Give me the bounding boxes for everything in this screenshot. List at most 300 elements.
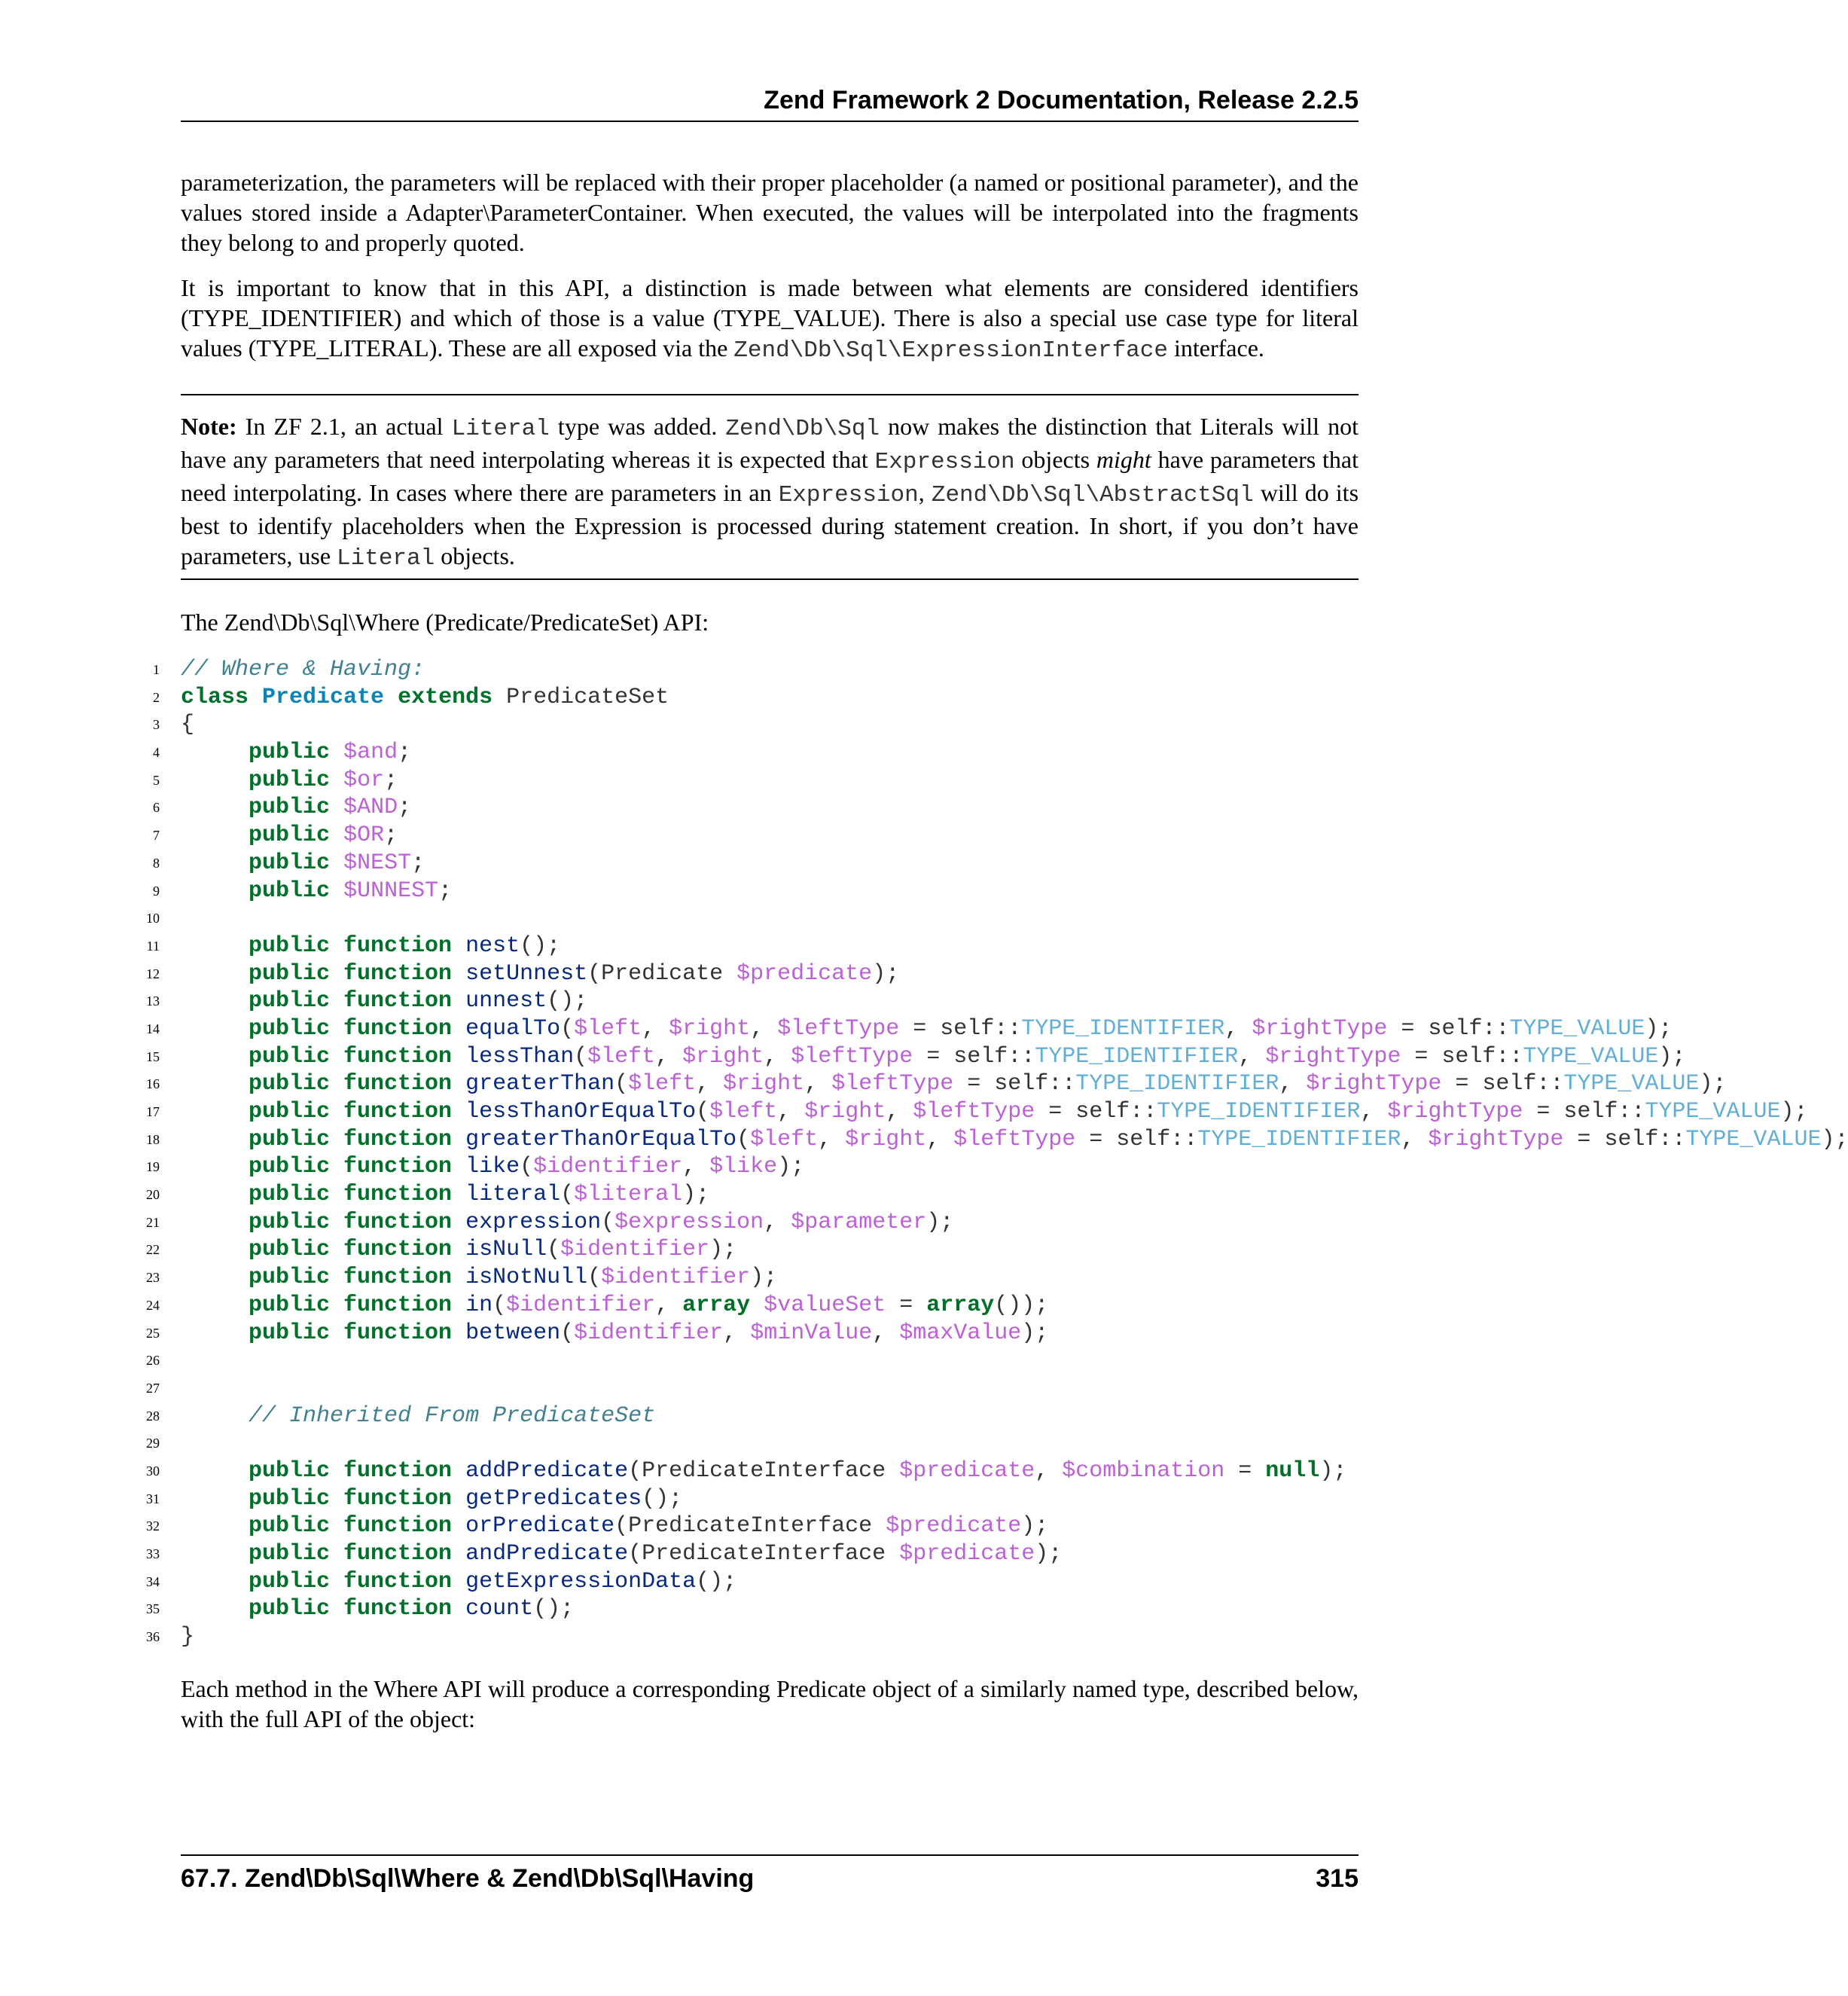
code-line <box>146 1292 1542 1320</box>
code-token: $right <box>682 1043 764 1070</box>
paragraph-where-api: Each method in the Where API will produce a corresponding Predicate object of a similarly named type, described below, with the full API of the object: <box>181 1675 1359 1732</box>
code-token <box>330 850 343 876</box>
code-token: , <box>655 1043 683 1070</box>
code-line <box>146 932 1542 960</box>
code-line <box>146 905 1542 932</box>
code-token: nest <box>465 932 520 959</box>
code-token: ); <box>709 1237 737 1263</box>
note-box <box>181 411 1359 574</box>
code-token: = self:: <box>1523 1099 1645 1125</box>
code-token: array <box>926 1292 995 1318</box>
line-number: 15 <box>146 1048 160 1064</box>
code-token: public <box>249 795 331 821</box>
line-number: 24 <box>146 1297 160 1313</box>
line-number: 23 <box>146 1270 160 1286</box>
code-token: public <box>249 767 331 793</box>
code-token <box>452 1237 465 1262</box>
code-token <box>330 795 343 820</box>
code-token: (); <box>547 988 588 1015</box>
code-token: ); <box>777 1154 805 1180</box>
code-token: // Where & Having: <box>181 657 425 682</box>
line-number: 4 <box>153 745 160 761</box>
footer-section: 67.7. Zend\Db\Sql\Where & Zend\Db\Sql\Having <box>181 1864 755 1893</box>
code-token: public <box>249 740 331 766</box>
code-line <box>146 1540 1542 1568</box>
code-token: , <box>682 1154 710 1180</box>
code-token: TYPE_IDENTIFIER <box>1035 1043 1239 1070</box>
code-token: (); <box>696 1568 737 1595</box>
code-token: public <box>249 823 331 849</box>
running-footer <box>181 1854 1359 1901</box>
code-token: { <box>181 712 195 738</box>
code-token <box>452 1154 465 1180</box>
code-token <box>181 1458 249 1484</box>
code-token: ( <box>492 1292 507 1318</box>
code-token: = self:: <box>1441 1071 1564 1097</box>
line-number: 17 <box>146 1104 160 1119</box>
note-text: will do its best to identify placeholders when the Expression is processed during statement creation. In short, if you don’t have parameters, use <box>181 479 1359 569</box>
paragraph-parameterization: parameterization, the parameters will be replaced with their proper placeholder (a named or positional parameter), and the values stored inside a Adapter\ParameterContainer. When executed, the values will be interpolated into the fragments they belong to and properly quoted. <box>181 169 1359 256</box>
code-token: ( <box>520 1154 534 1180</box>
code-token: ); <box>1780 1099 1808 1125</box>
code-token: unnest <box>465 988 547 1015</box>
code-line <box>146 1320 1542 1347</box>
line-number: 28 <box>146 1408 160 1424</box>
code-line <box>146 1568 1542 1596</box>
code-token <box>452 1569 465 1595</box>
code-token: public function <box>249 1596 453 1622</box>
code-line <box>146 1236 1542 1264</box>
code-token: public function <box>249 1126 453 1152</box>
code-token: addPredicate <box>465 1457 629 1484</box>
code-token: ); <box>1021 1513 1049 1540</box>
code-token: , <box>750 1015 778 1042</box>
code-token: $rightType <box>1265 1043 1401 1070</box>
code-token: public function <box>249 1541 453 1567</box>
code-token: = self:: <box>913 1043 1035 1070</box>
code-token: TYPE_IDENTIFIER <box>1075 1071 1279 1097</box>
code-line <box>153 822 1542 850</box>
inline-code: Zend\Db\Sql <box>725 416 880 442</box>
inline-code: Expression <box>874 449 1015 475</box>
line-number: 9 <box>153 883 160 899</box>
code-token: ); <box>1319 1457 1347 1484</box>
note-text: now makes the distinction that Literals will not have any parameters that need interpolating whereas it is expected that <box>181 413 1359 473</box>
code-line <box>153 877 1542 905</box>
code-token: public function <box>249 1043 453 1070</box>
code-token: , <box>642 1015 669 1042</box>
line-number: 21 <box>146 1214 160 1230</box>
code-token: = self:: <box>1401 1043 1523 1070</box>
paragraph-tail: interface. <box>1167 334 1264 362</box>
code-token <box>330 740 343 765</box>
code-token: , <box>872 1320 900 1346</box>
line-number: 22 <box>146 1242 160 1258</box>
code-token <box>452 988 465 1014</box>
code-line <box>146 987 1542 1015</box>
code-line <box>146 1153 1542 1181</box>
line-number: 7 <box>153 828 160 844</box>
code-token: ( <box>560 1182 575 1208</box>
line-number: 25 <box>146 1325 160 1341</box>
code-token <box>452 1458 465 1484</box>
code-token: ); <box>872 960 900 987</box>
code-token: ); <box>1821 1126 1848 1152</box>
line-number: 16 <box>146 1076 160 1092</box>
line-number: 27 <box>146 1380 160 1396</box>
code-token <box>181 795 249 820</box>
code-token: , <box>1224 1015 1252 1042</box>
code-token: TYPE_IDENTIFIER <box>1197 1126 1401 1152</box>
code-token: $left <box>750 1126 819 1152</box>
code-token: setUnnest <box>465 960 588 987</box>
code-token: ; <box>398 795 412 821</box>
note-emphasis: might <box>1096 446 1151 473</box>
code-token: public function <box>249 1154 453 1180</box>
code-token <box>181 1596 249 1622</box>
code-token: , <box>1238 1043 1266 1070</box>
code-token <box>452 1016 465 1042</box>
code-token <box>181 1182 249 1207</box>
code-token: , <box>655 1292 683 1318</box>
code-token: TYPE_IDENTIFIER <box>1157 1099 1361 1125</box>
code-token: $literal <box>574 1182 683 1208</box>
code-token: (); <box>642 1485 683 1512</box>
code-token: public function <box>249 1265 453 1291</box>
code-token: $identifier <box>560 1237 710 1263</box>
line-number: 29 <box>146 1436 160 1451</box>
code-token <box>330 823 343 848</box>
code-token <box>181 1320 249 1346</box>
code-token: literal <box>465 1182 561 1208</box>
note-top-rule <box>181 394 1359 395</box>
line-number: 6 <box>153 800 160 816</box>
code-token: class <box>181 684 249 710</box>
code-token: $leftType <box>791 1043 913 1070</box>
code-token: $parameter <box>791 1209 927 1235</box>
paragraph-text: It is important to know that in this API, a distinction is made between what elements are considered identifiers (TYPE_IDENTIFIER) and which of those is a value (TYPE_VALUE). There is also a special use case type for literal values (TYPE_LITERAL). These are all exposed via the <box>181 274 1359 362</box>
code-token: $left <box>628 1071 697 1097</box>
code-token: $identifier <box>506 1292 656 1318</box>
line-number: 34 <box>146 1573 160 1589</box>
line-number: 12 <box>146 966 160 981</box>
code-token: $and <box>343 740 398 766</box>
code-token: = self:: <box>1075 1126 1198 1152</box>
code-token: $right <box>804 1099 886 1125</box>
code-token: public function <box>249 1292 453 1318</box>
code-token <box>384 685 398 710</box>
code-token: TYPE_VALUE <box>1509 1015 1645 1042</box>
code-token <box>181 961 249 987</box>
code-token <box>452 1541 465 1567</box>
code-token <box>181 1293 249 1318</box>
code-token: $rightType <box>1306 1071 1442 1097</box>
code-token: $or <box>343 767 385 793</box>
code-line <box>146 1070 1727 1098</box>
code-token: , <box>1035 1457 1063 1484</box>
line-number: 20 <box>146 1187 160 1203</box>
code-line <box>146 1595 1542 1623</box>
code-token: $expression <box>614 1209 764 1235</box>
line-number: 31 <box>146 1491 160 1506</box>
code-token: ( <box>547 1237 561 1263</box>
code-token: ); <box>1035 1541 1063 1567</box>
code-token: = self:: <box>1563 1126 1686 1152</box>
code-token: = <box>886 1292 927 1318</box>
note-text: objects. <box>435 542 515 569</box>
code-token: $leftType <box>913 1099 1035 1125</box>
code-token <box>452 1596 465 1622</box>
code-token: PredicateSet <box>492 684 669 710</box>
code-token <box>181 1237 249 1262</box>
note-text: In ZF 2.1, an actual <box>236 413 452 440</box>
code-line <box>153 656 1542 684</box>
code-token: ; <box>384 767 398 793</box>
code-token <box>181 1403 249 1429</box>
code-token: TYPE_VALUE <box>1523 1043 1659 1070</box>
code-token: array <box>682 1292 751 1318</box>
code-token: , <box>777 1099 805 1125</box>
code-token: public function <box>249 1182 453 1208</box>
inline-code: Literal <box>337 545 435 572</box>
code-token: public function <box>249 1099 453 1125</box>
code-token: , <box>1360 1099 1388 1125</box>
code-token: $rightType <box>1252 1015 1388 1042</box>
code-token <box>452 1320 465 1346</box>
code-token <box>181 1071 249 1097</box>
code-token <box>330 878 343 904</box>
code-token <box>181 1127 249 1152</box>
code-token <box>181 878 249 904</box>
line-number: 8 <box>153 855 160 871</box>
code-token: ( <box>587 1265 602 1291</box>
code-line <box>153 739 1542 767</box>
code-token: public function <box>249 960 453 987</box>
code-line <box>153 850 1542 877</box>
code-token: $predicate <box>886 1513 1022 1540</box>
code-intro: The Zend\Db\Sql\Where (Predicate/PredicateSet) API: <box>181 609 709 636</box>
code-token <box>181 1513 249 1539</box>
code-line <box>146 1126 1848 1154</box>
paragraph-identifiers <box>181 273 1359 366</box>
code-token: $rightType <box>1428 1126 1564 1152</box>
code-token: $combination <box>1062 1457 1225 1484</box>
code-token: ( <box>696 1099 710 1125</box>
code-block <box>146 656 1848 1651</box>
line-number: 26 <box>146 1353 160 1369</box>
code-token: , <box>926 1126 954 1152</box>
code-token <box>181 1099 249 1125</box>
line-number: 13 <box>146 993 160 1009</box>
code-token: $left <box>587 1043 656 1070</box>
note-text: , <box>918 479 932 506</box>
code-token: , <box>723 1320 751 1346</box>
code-token: $leftType <box>953 1126 1076 1152</box>
line-number: 19 <box>146 1159 160 1175</box>
code-token: public function <box>249 1209 453 1235</box>
line-number: 30 <box>146 1463 160 1479</box>
code-line <box>146 960 1542 988</box>
code-token: lessThanOrEqualTo <box>465 1099 697 1125</box>
line-number: 18 <box>146 1131 160 1147</box>
code-token <box>181 988 249 1014</box>
inline-code: Zend\Db\Sql\AbstractSql <box>931 482 1254 508</box>
code-token: $predicate <box>736 960 873 987</box>
code-token: $leftType <box>831 1071 954 1097</box>
code-token: $right <box>845 1126 927 1152</box>
code-token: $identifier <box>533 1154 683 1180</box>
code-token <box>452 1127 465 1152</box>
page-number: 315 <box>1316 1864 1359 1893</box>
code-token: ); <box>1658 1043 1686 1070</box>
code-token: orPredicate <box>465 1513 615 1540</box>
code-token: (); <box>520 932 561 959</box>
code-token <box>181 823 249 848</box>
code-token: ( <box>736 1126 751 1152</box>
line-number: 33 <box>146 1546 160 1561</box>
code-token: public function <box>249 1237 453 1263</box>
code-token: $predicate <box>899 1541 1035 1567</box>
code-token: public function <box>249 1513 453 1540</box>
code-token: $left <box>709 1099 778 1125</box>
code-token: $like <box>709 1154 778 1180</box>
code-token <box>452 1486 465 1512</box>
code-token: (PredicateInterface <box>628 1457 900 1484</box>
code-token: public function <box>249 1320 453 1346</box>
code-token: ( <box>601 1209 615 1235</box>
code-token: (PredicateInterface <box>614 1513 886 1540</box>
line-number: 2 <box>153 689 160 705</box>
code-token: = self:: <box>1035 1099 1157 1125</box>
code-line <box>146 1098 1808 1126</box>
code-token <box>452 933 465 959</box>
code-token: ()); <box>994 1292 1049 1318</box>
code-token: // Inherited From PredicateSet <box>249 1402 656 1429</box>
code-token: $NEST <box>343 850 412 876</box>
code-token: $OR <box>343 823 385 849</box>
code-token <box>452 1099 465 1125</box>
code-token: ); <box>926 1209 954 1235</box>
code-token: in <box>465 1292 493 1318</box>
code-token: public function <box>249 1568 453 1595</box>
code-token: , <box>764 1043 791 1070</box>
code-token <box>330 768 343 793</box>
code-token: , <box>1401 1126 1429 1152</box>
code-token: public function <box>249 932 453 959</box>
code-line <box>153 711 1542 739</box>
code-token <box>452 1210 465 1235</box>
code-token: TYPE_VALUE <box>1563 1071 1700 1097</box>
code-token: ); <box>1699 1071 1727 1097</box>
code-token: ); <box>682 1182 710 1208</box>
code-token: , <box>818 1126 846 1152</box>
code-token: public function <box>249 1071 453 1097</box>
code-token <box>452 961 465 987</box>
code-token <box>452 1513 465 1539</box>
code-token: ; <box>438 877 453 904</box>
code-token: $left <box>574 1015 642 1042</box>
code-line <box>146 1347 1542 1375</box>
code-line <box>146 1623 1542 1651</box>
inline-code: Expression <box>778 482 919 508</box>
inline-code: Literal <box>451 416 550 442</box>
code-token <box>181 1486 249 1512</box>
code-token: lessThan <box>465 1043 575 1070</box>
code-line <box>153 767 1542 795</box>
code-token: (PredicateInterface <box>628 1541 900 1567</box>
code-token: TYPE_IDENTIFIER <box>1021 1015 1225 1042</box>
code-token: $identifier <box>574 1320 724 1346</box>
code-token: ( <box>614 1071 629 1097</box>
code-token: getExpressionData <box>465 1568 697 1595</box>
code-token: public function <box>249 1015 453 1042</box>
code-token: $right <box>669 1015 751 1042</box>
code-token: public function <box>249 1485 453 1512</box>
code-line <box>146 1043 1686 1071</box>
code-token: Predicate <box>262 684 385 710</box>
code-token: $UNNEST <box>343 877 439 904</box>
code-token: greaterThan <box>465 1071 615 1097</box>
inline-code: Zend\Db\Sql\ExpressionInterface <box>733 337 1168 364</box>
line-number: 1 <box>153 662 160 677</box>
code-token: $maxValue <box>899 1320 1022 1346</box>
code-token: ( <box>574 1043 588 1070</box>
code-token: ( <box>560 1320 575 1346</box>
code-token: $right <box>723 1071 805 1097</box>
code-token: public function <box>249 988 453 1015</box>
code-token <box>452 1265 465 1290</box>
running-header: Zend Framework 2 Documentation, Release 2.2.5 <box>181 81 1359 122</box>
note-label: Note: <box>181 413 237 440</box>
line-number: 10 <box>146 911 160 926</box>
line-number: 36 <box>146 1629 160 1645</box>
code-token <box>452 1182 465 1207</box>
code-token: = self:: <box>899 1015 1022 1042</box>
code-token: public <box>249 877 331 904</box>
code-token <box>181 1265 249 1290</box>
code-line <box>146 1209 1542 1237</box>
code-token: expression <box>465 1209 602 1235</box>
code-token: ; <box>384 823 398 849</box>
code-token: } <box>181 1624 195 1650</box>
code-token: = <box>1224 1457 1266 1484</box>
code-token: (Predicate <box>587 960 737 987</box>
code-token: , <box>696 1071 724 1097</box>
code-token <box>181 1541 249 1567</box>
code-line <box>146 1181 1542 1209</box>
code-token: isNotNull <box>465 1265 588 1291</box>
code-token <box>181 850 249 876</box>
code-line <box>146 1512 1542 1540</box>
code-token <box>452 1071 465 1097</box>
code-token <box>181 768 249 793</box>
code-token <box>181 1154 249 1180</box>
code-token: , <box>764 1209 791 1235</box>
code-token: like <box>465 1154 520 1180</box>
code-line <box>146 1264 1542 1292</box>
code-token <box>181 1569 249 1595</box>
code-line <box>146 1375 1542 1402</box>
code-token <box>181 933 249 959</box>
code-token <box>181 740 249 765</box>
line-number: 32 <box>146 1518 160 1534</box>
code-token: TYPE_VALUE <box>1645 1099 1781 1125</box>
code-token: ); <box>750 1265 778 1291</box>
code-token: equalTo <box>465 1015 561 1042</box>
code-line <box>153 794 1542 822</box>
code-token <box>181 1210 249 1235</box>
code-token: extends <box>398 684 493 710</box>
